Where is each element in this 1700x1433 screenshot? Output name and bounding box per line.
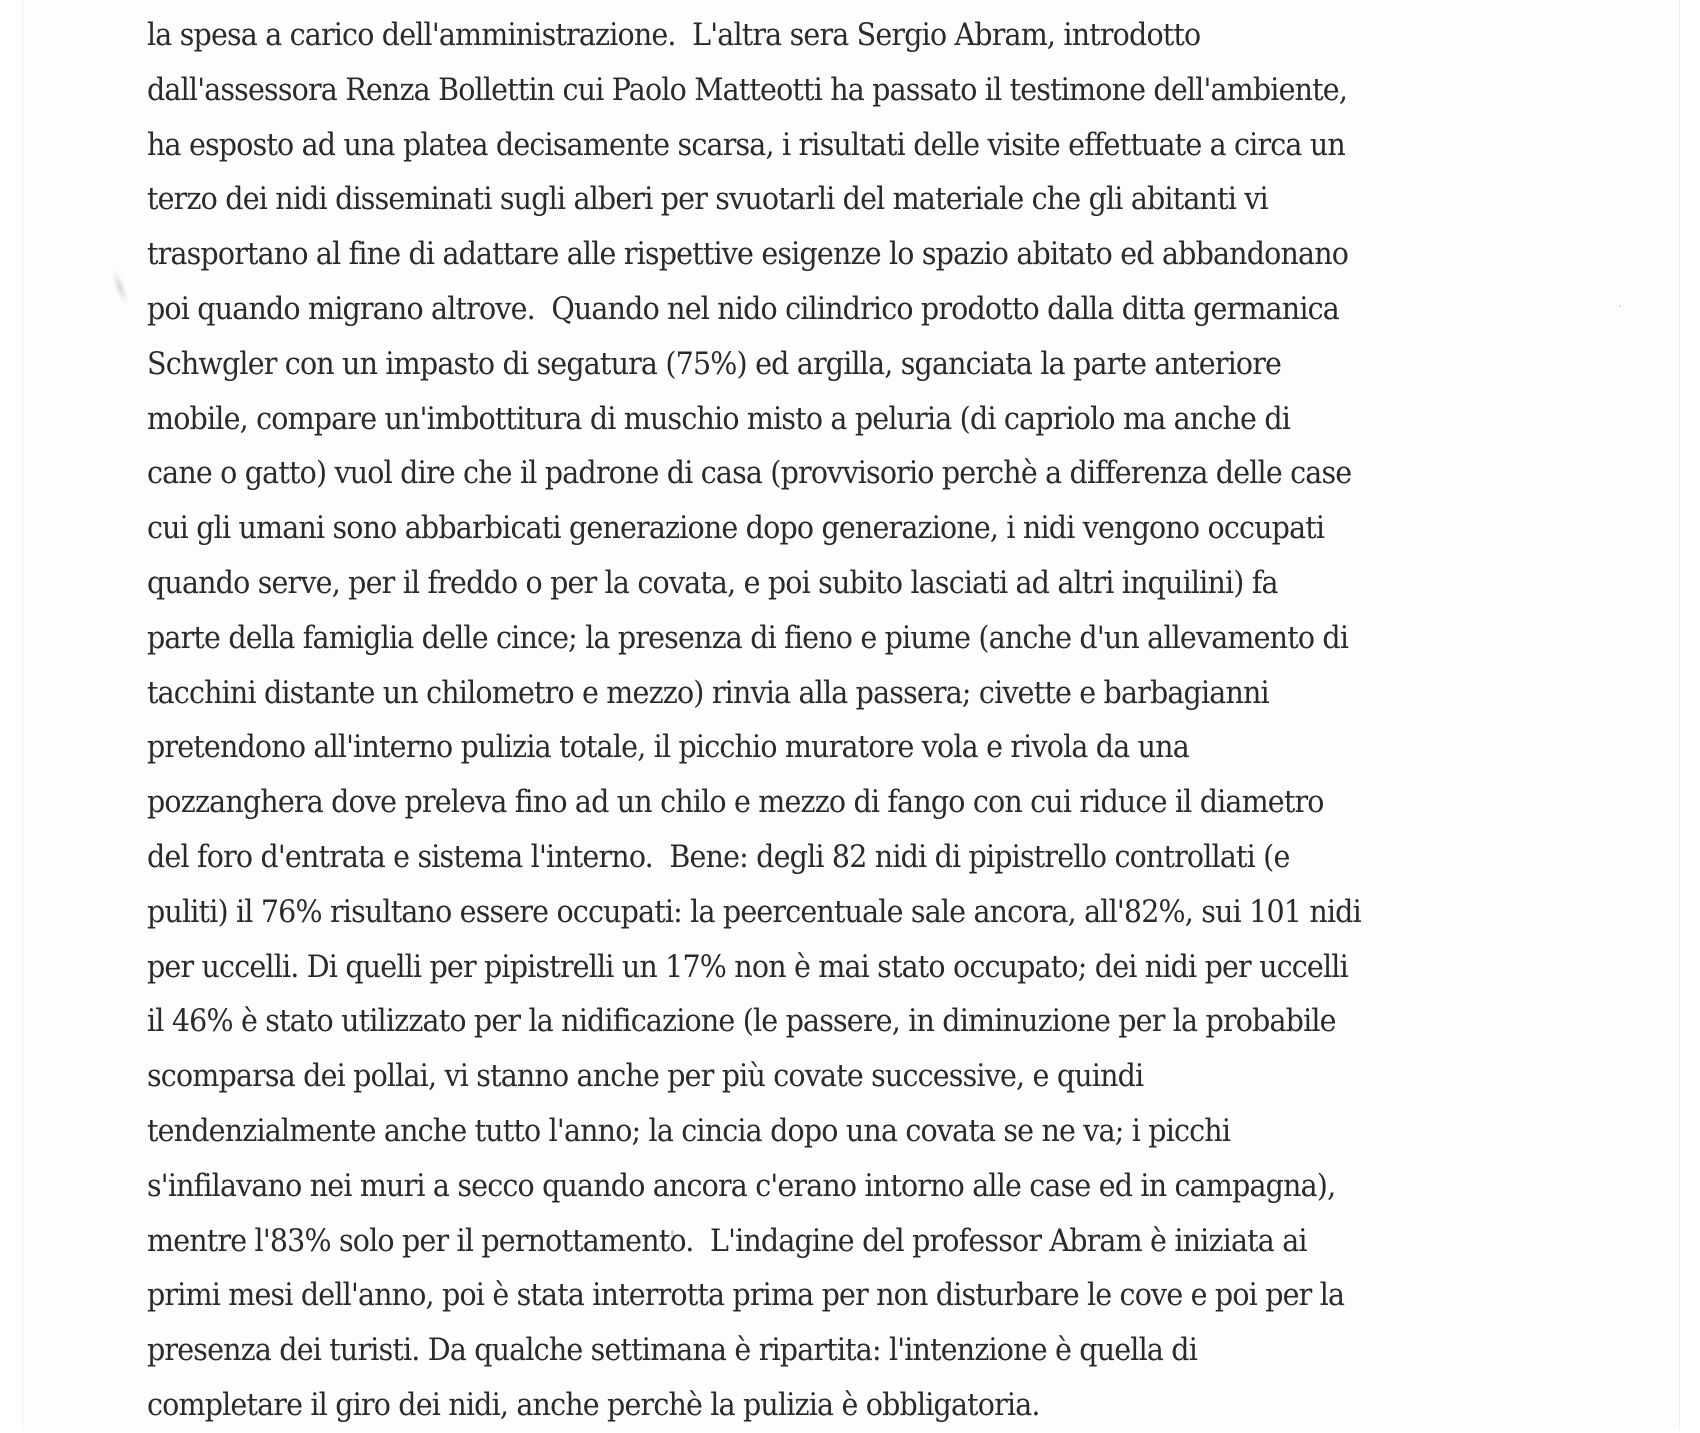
text-line: scomparsa dei pollai, vi stanno anche per più covate successive, e quindi [147, 1058, 1144, 1095]
text-line: Schwgler con un impasto di segatura (75%) ed argilla, sganciata la parte anteriore [147, 345, 1282, 382]
article-paragraph [147, 8, 1587, 1433]
text-line: per uccelli. Di quelli per pipistrelli un 17% non è mai stato occupato; dei nidi per uccelli [147, 948, 1348, 985]
scanned-page [22, 0, 1680, 1430]
text-line: quando serve, per il freddo o per la covata, e poi subito lasciati ad altri inquilini) fa [147, 564, 1278, 601]
text-line: cane o gatto) vuol dire che il padrone di casa (provvisorio perchè a differenza delle case [147, 455, 1352, 492]
scan-smudge-mark [109, 269, 130, 304]
text-line: parte della famiglia delle cince; la presenza di fieno e piume (anche d'un allevamento di [147, 619, 1349, 656]
text-line: primi mesi dell'anno, poi è stata interrotta prima per non disturbare le cove e poi per la [147, 1277, 1345, 1314]
text-line: dall'assessora Renza Bollettin cui Paolo Matteotti ha passato il testimone dell'ambiente, [147, 71, 1348, 108]
text-line: poi quando migrano altrove. Quando nel nido cilindrico prodotto dalla ditta germanica [147, 290, 1339, 327]
scan-speck [1619, 305, 1621, 307]
text-line: ha esposto ad una platea decisamente scarsa, i risultati delle visite effettuate a circa un [147, 126, 1345, 163]
text-line: tendenzialmente anche tutto l'anno; la cincia dopo una covata se ne va; i picchi [147, 1112, 1231, 1149]
text-line: presenza dei turisti. Da qualche settimana è ripartita: l'intenzione è quella di [147, 1332, 1198, 1369]
text-line: s'infilavano nei muri a secco quando ancora c'erano intorno alle case ed in campagna), [147, 1167, 1336, 1204]
text-line: pretendono all'interno pulizia totale, il picchio muratore vola e rivola da una [147, 729, 1189, 766]
text-line: mentre l'83% solo per il pernottamento. L'indagine del professor Abram è iniziata ai [147, 1222, 1307, 1259]
text-line: trasportano al fine di adattare alle rispettive esigenze lo spazio abitato ed abbandonano [147, 236, 1349, 273]
text-line: mobile, compare un'imbottitura di muschio misto a peluria (di capriolo ma anche di [147, 400, 1291, 437]
text-line: cui gli umani sono abbarbicati generazione dopo generazione, i nidi vengono occupati [147, 510, 1325, 547]
text-line: del foro d'entrata e sistema l'interno. Bene: degli 82 nidi di pipistrello controllati (e [147, 838, 1290, 875]
text-line: pozzanghera dove preleva fino ad un chilo e mezzo di fango con cui riduce il diametro [147, 784, 1324, 821]
text-line: tacchini distante un chilometro e mezzo) rinvia alla passera; civette e barbagianni [147, 674, 1269, 711]
text-line: il 46% è stato utilizzato per la nidificazione (le passere, in diminuzione per la probabile [147, 1003, 1336, 1040]
text-line: la spesa a carico dell'amministrazione. L'altra sera Sergio Abram, introdotto [147, 17, 1201, 53]
text-line: completare il giro dei nidi, anche perchè la pulizia è obbligatoria. [147, 1386, 1040, 1423]
text-line: puliti) il 76% risultano essere occupati: la peercentuale sale ancora, all'82%, sui 101 nidi [147, 893, 1361, 930]
text-line: terzo dei nidi disseminati sugli alberi per svuotarli del materiale che gli abitanti vi [147, 181, 1268, 218]
